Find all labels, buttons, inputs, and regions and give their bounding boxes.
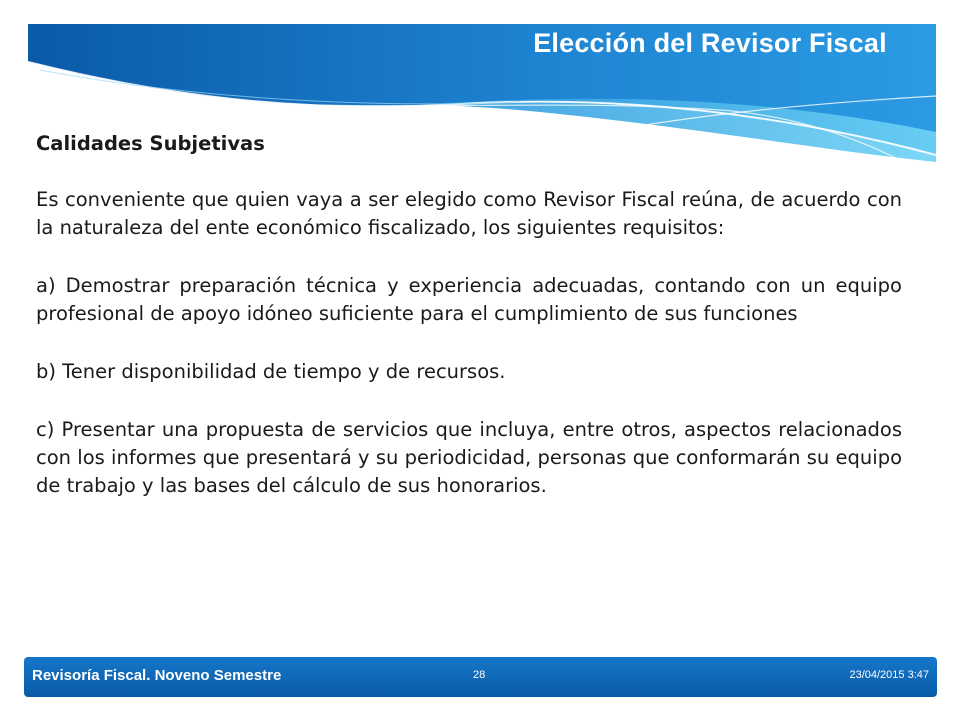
footer-course: Revisoría Fiscal. Noveno Semestre [32,667,282,684]
requirement-b: b) Tener disponibilidad de tiempo y de recursos. [36,360,506,383]
footer-bar [24,657,937,697]
page-number: 28 [473,669,486,681]
requirement-c: c) Presentar una propuesta de servicios que incluya, entre otros, aspectos relacionados con los informes que presentará y su periodicidad, personas que conformarán su equipo de trabajo y las bases del cálculo de sus honorarios. [36,418,902,497]
section-heading: Calidades Subjetivas [36,132,265,155]
slide-content [36,130,902,530]
footer-date: 23/04/2015 3:47 [849,669,929,681]
requirement-a: a) Demostrar preparación técnica y experiencia adecuadas, contando con un equipo profesional de apoyo idóneo suficiente para el cumplimiento de sus funciones [36,274,902,325]
intro-paragraph: Es conveniente que quien vaya a ser elegido como Revisor Fiscal reúna, de acuerdo con la naturaleza del ente económico fiscalizado, los siguientes requisitos: [36,188,902,239]
slide-title: Elección del Revisor Fiscal [533,28,887,58]
